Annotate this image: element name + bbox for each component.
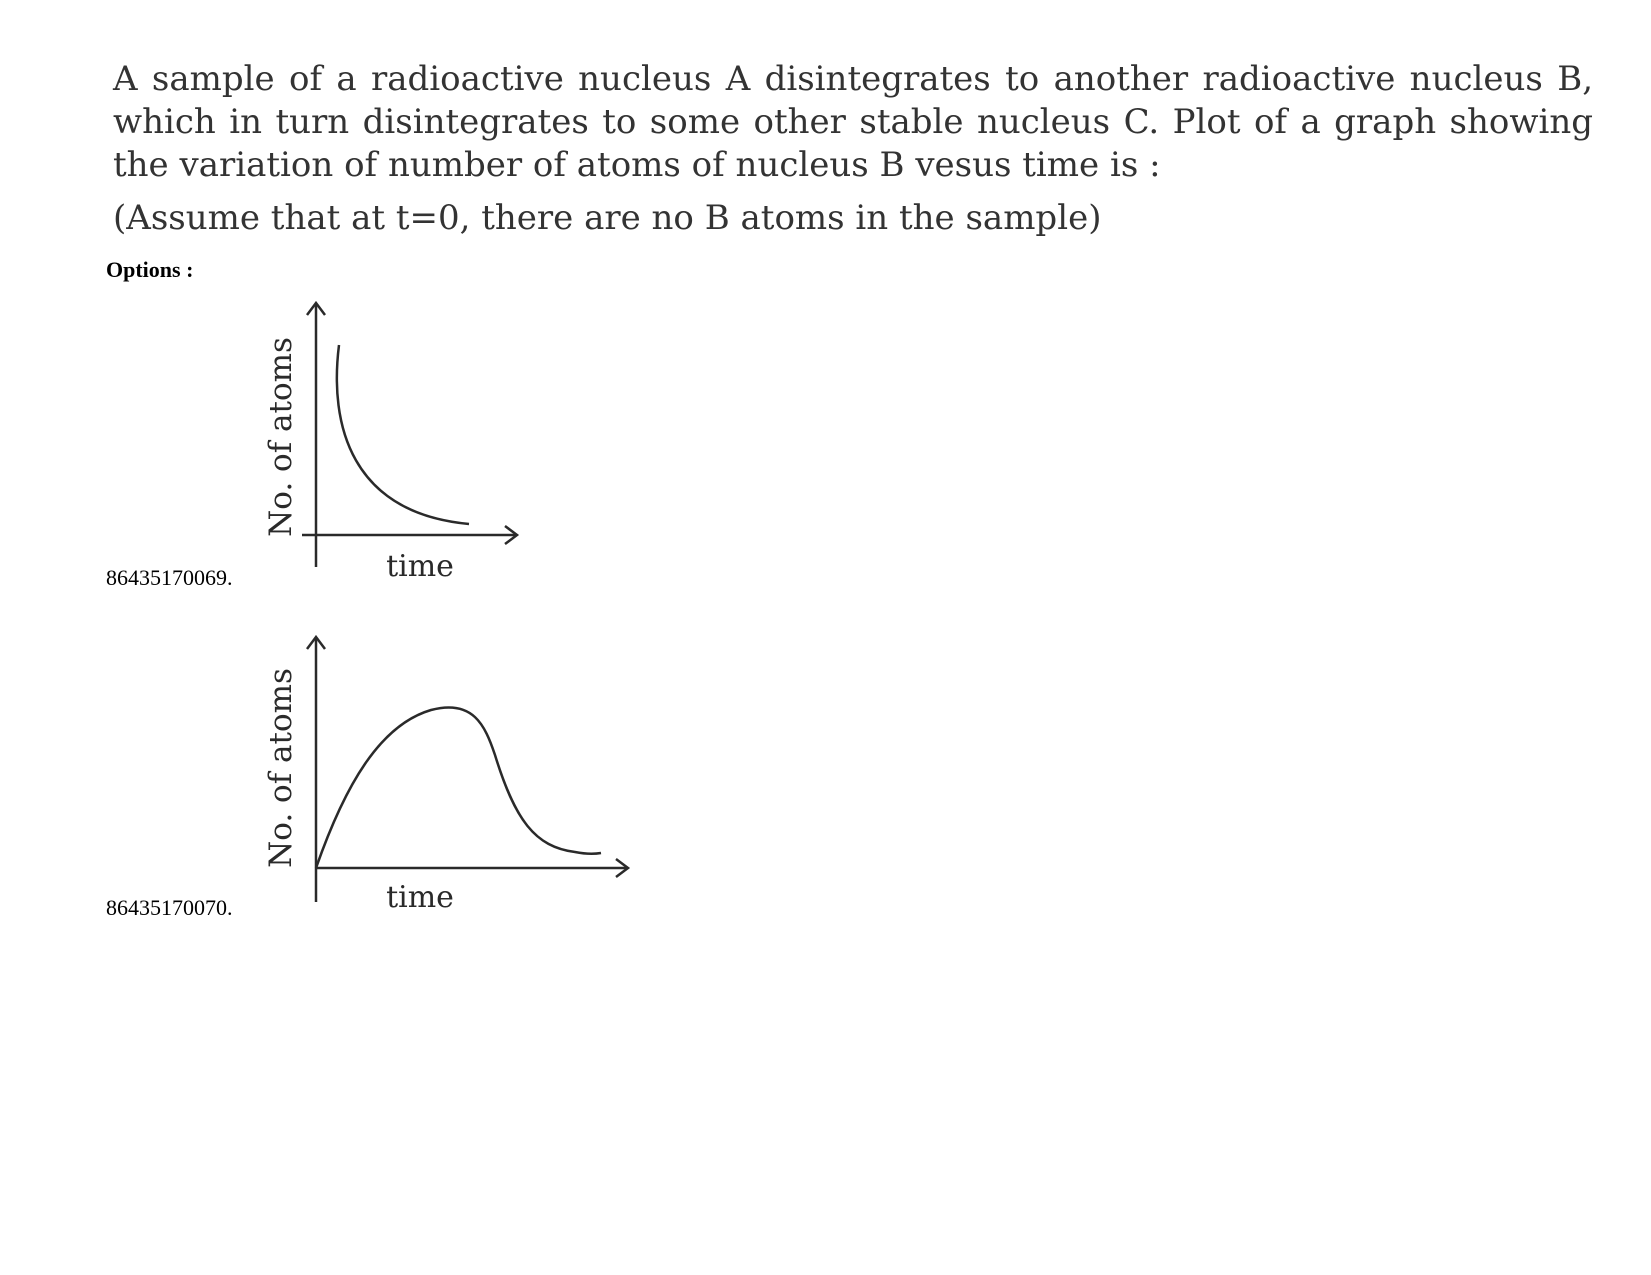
option-2-graph: [255, 625, 645, 925]
options-label: Options :: [106, 257, 194, 282]
question-text: A sample of a radioactive nucleus A disintegrates to another radioactive nucleus B, which in turn disintegrates to some other stable nucleus C. Plot of a graph showing the variation of number of atoms of nucleus B vesus time is :: [113, 59, 1593, 185]
y-axis-label: No. of atoms: [263, 668, 299, 868]
decay-curve: [337, 345, 469, 524]
y-axis-label: No. of atoms: [263, 337, 299, 537]
option-1-id: 86435170069.: [106, 565, 233, 590]
x-axis-label: time: [386, 549, 454, 584]
question-text-block: [113, 58, 1593, 240]
question-assumption: (Assume that at t=0, there are no B atoms in the sample): [113, 198, 1102, 238]
option-1-graph: [255, 295, 535, 595]
rise-decay-curve: [316, 707, 601, 868]
x-axis-label: time: [386, 880, 454, 915]
option-2-id: 86435170070.: [106, 895, 233, 920]
